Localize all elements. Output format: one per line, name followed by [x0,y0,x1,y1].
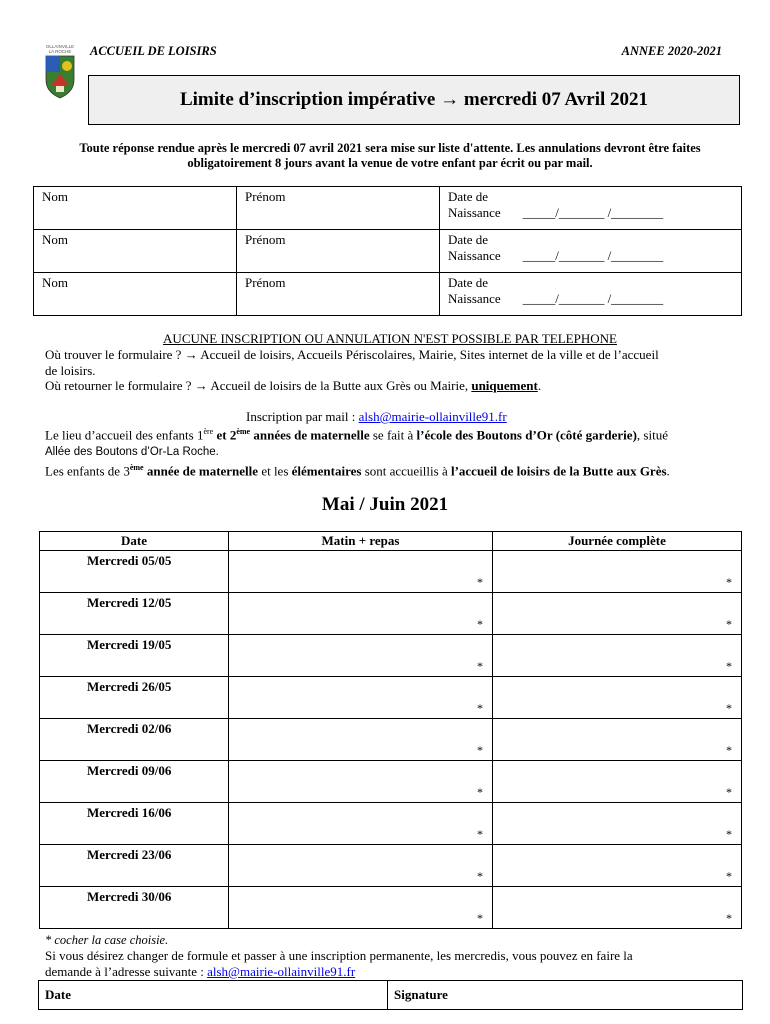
schedule-table [39,531,742,929]
footer-mail-link[interactable]: alsh@mairie-ollainville91.fr [207,964,356,979]
prenom-label: Prénom [245,232,286,247]
star-marker: * [477,659,483,673]
nom-label: Nom [42,275,68,290]
schedule-date: Mercredi 16/06 [40,803,229,845]
p2-bold: élémentaires [291,463,362,479]
schedule-date: Mercredi 19/05 [40,635,229,677]
schedule-date: Mercredi 09/06 [40,761,229,803]
journee-checkbox[interactable] [493,635,742,677]
journee-checkbox[interactable] [493,803,742,845]
header-left: ACCUEIL DE LOISIRS [90,44,217,58]
where-return-label: Où retourner le formulaire ? → Accueil de loisirs de la Butte aux Grès ou Mairie, [45,378,472,393]
accueil-name: l’accueil de loisirs de la Butte aux Grès [450,463,667,479]
star-marker: * [726,785,732,799]
birthdate-label: Date de [448,275,489,290]
prenom-field[interactable] [237,273,440,316]
p1-text: , situé [636,427,668,443]
birthdate-blank: _____/_______ /________ [522,248,664,263]
prenom-label: Prénom [245,189,286,204]
maternelle-paragraph [45,424,745,480]
mail-line [246,409,507,425]
journee-checkbox[interactable] [493,761,742,803]
journee-checkbox[interactable] [493,551,742,593]
birthdate-label: Naissance [448,248,501,263]
child-row [34,230,742,273]
journee-checkbox[interactable] [493,719,742,761]
child-row [34,187,742,230]
schedule-row [40,593,742,635]
header-date: Date [40,532,229,551]
matin-checkbox[interactable] [229,719,493,761]
matin-checkbox[interactable] [229,551,493,593]
star-marker: * [477,911,483,925]
matin-checkbox[interactable] [229,887,493,929]
matin-checkbox[interactable] [229,761,493,803]
star-marker: * [726,911,732,925]
children-table [33,186,742,316]
matin-checkbox[interactable] [229,593,493,635]
svg-text:LA ROCHE: LA ROCHE [48,49,72,54]
star-marker: * [726,575,732,589]
star-marker: * [477,785,483,799]
header-journee: Journée complète [493,532,742,551]
schedule-title: Mai / Juin 2021 [321,494,449,515]
where-find-text [45,347,745,379]
p2-text: . [666,463,670,479]
ecole-address: Allée des Boutons d’Or-La Roche. [45,446,219,459]
matin-checkbox[interactable] [229,677,493,719]
matin-checkbox[interactable] [229,635,493,677]
change-line: Si vous désirez changer de formule et passer à une inscription permanente, les mercredis, vous pouvez en faire la [45,948,633,963]
star-marker: * [477,743,483,757]
star-marker: * [726,617,732,631]
nom-field[interactable] [34,187,237,230]
p1-sup: ère [203,427,214,436]
schedule-row [40,677,742,719]
p2-text: Les enfants de 3 [45,463,130,479]
schedule-date: Mercredi 30/06 [40,887,229,929]
star-marker: * [477,617,483,631]
matin-checkbox[interactable] [229,845,493,887]
star-marker: * [477,827,483,841]
matin-checkbox[interactable] [229,803,493,845]
p1-bold: et 2 [213,427,237,443]
municipal-logo [43,42,77,102]
uniquement-emphasis: uniquement [471,378,538,393]
where-return-text: Où retourner le formulaire ? → Accueil de loisirs de la Butte aux Grès ou Mairie, uniquement. [45,378,542,393]
birthdate-field[interactable] [440,187,742,230]
schedule-header-row [40,532,742,551]
birthdate-label: Date de [448,232,489,247]
birthdate-field[interactable] [440,230,742,273]
mail-link[interactable]: alsh@mairie-ollainville91.fr [358,409,507,424]
schedule-date: Mercredi 02/06 [40,719,229,761]
star-marker: * [726,743,732,757]
p1-sup: ème [236,427,251,436]
schedule-date: Mercredi 23/06 [40,845,229,887]
signature-table [38,980,743,1010]
deadline-title: Limite d’inscription impérative → mercredi 07 Avril 2021 [88,75,740,125]
p1-text: Le lieu d’accueil des enfants 1 [45,427,204,443]
birthdate-blank: _____/_______ /________ [522,291,664,306]
star-marker: * [477,575,483,589]
schedule-row [40,551,742,593]
schedule-row [40,887,742,929]
star-marker: * [726,869,732,883]
child-row [34,273,742,316]
signature-row [39,981,743,1010]
schedule-row [40,803,742,845]
change-line: demande à l’adresse suivante : [45,964,208,979]
schedule-row [40,761,742,803]
p2-text: sont accueillis à [361,463,451,479]
schedule-date: Mercredi 05/05 [40,551,229,593]
star-marker: * [726,827,732,841]
where-find-line: Où trouver le formulaire ? → Accueil de loisirs, Accueils Périscolaires, Mairie, Sites internet de la ville et de l’accueil [45,347,659,362]
schedule-row [40,635,742,677]
star-marker: * [726,701,732,715]
date-field[interactable]: Date [39,981,388,1010]
prenom-label: Prénom [245,275,286,290]
birthdate-label: Naissance [448,291,501,306]
nom-label: Nom [42,232,68,247]
nom-field[interactable] [34,273,237,316]
journee-checkbox[interactable] [493,845,742,887]
star-marker: * [477,869,483,883]
prenom-field[interactable] [237,230,440,273]
ecole-name: l’école des Boutons d’Or (côté garderie) [416,427,637,443]
journee-checkbox[interactable] [493,887,742,929]
schedule-row [40,845,742,887]
nom-label: Nom [42,189,68,204]
p2-sup: ème [129,463,144,473]
schedule-date: Mercredi 12/05 [40,593,229,635]
p1-text: se fait à [369,427,417,443]
birthdate-field[interactable] [440,273,742,316]
p2-text: et les [258,463,292,479]
birthdate-blank: _____/_______ /________ [522,205,664,220]
birthdate-label: Naissance [448,205,501,220]
check-note: * cocher la case choisie. [45,933,169,947]
header-matin: Matin + repas [229,532,493,551]
prenom-field[interactable] [237,187,440,230]
no-phone-notice: AUCUNE INSCRIPTION OU ANNULATION N'EST POSSIBLE PAR TELEPHONE [163,331,617,346]
nom-field[interactable] [34,230,237,273]
where-find-line: de loisirs. [45,363,96,378]
p1-bold: années de maternelle [250,427,370,443]
header-right: ANNEE 2020-2021 [621,44,722,58]
star-marker: * [726,659,732,673]
schedule-row [40,719,742,761]
journee-checkbox[interactable] [493,593,742,635]
schedule-date: Mercredi 26/05 [40,677,229,719]
change-formula-text [45,948,745,980]
birthdate-label: Date de [448,189,489,204]
svg-text:OLLAINVILLE: OLLAINVILLE [45,44,75,49]
mail-label: Inscription par mail : [246,409,359,424]
journee-checkbox[interactable] [493,677,742,719]
waiting-list-warning: Toute réponse rendue après le mercredi 07 avril 2021 sera mise sur liste d'attente. Les annulations devront être faites obligatoirement 8 jours avant la venue de votre enfant par écrit ou par mail. [79,141,701,170]
p2-bold: année de maternelle [143,463,259,479]
signature-field[interactable]: Signature [388,981,743,1010]
star-marker: * [477,701,483,715]
